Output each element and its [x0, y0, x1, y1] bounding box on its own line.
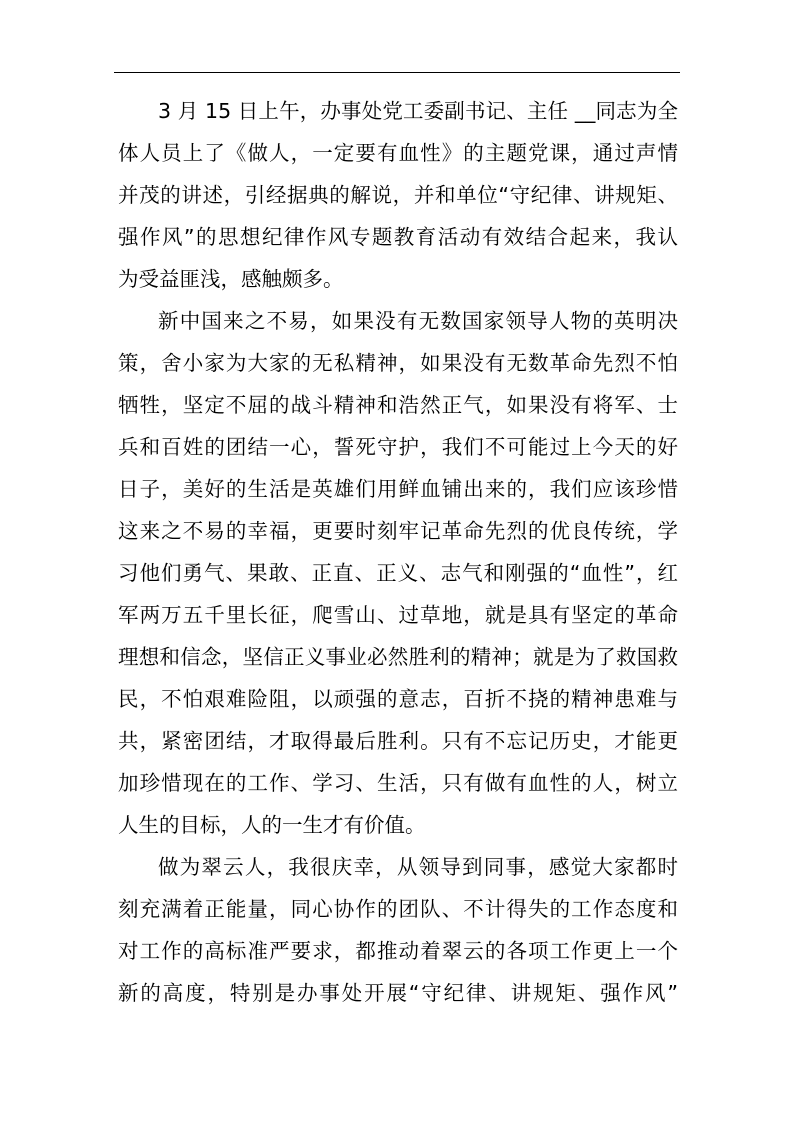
- paragraph-2-line-12: 加珍惜现在的工作、学习、生活，只有做有血性的人，树立: [118, 771, 678, 795]
- paragraph-2-line-10: 民，不怕艰难险阻，以顽强的意志，百折不挠的精神患难与: [118, 687, 678, 711]
- paragraph-2-line-13: 人生的目标，人的一生才有价值。: [118, 813, 426, 837]
- paragraph-2-line-2: 策，舍小家为大家的无私精神，如果没有无数革命先烈不怕: [118, 351, 678, 375]
- paragraph-3-line-4: 新的高度，特别是办事处开展“守纪律、讲规矩、强作风”: [118, 981, 678, 1005]
- paragraph-3-line-1: 做为翠云人，我很庆幸，从领导到同事，感觉大家都时: [158, 855, 678, 879]
- paragraph-2-line-1: 新中国来之不易，如果没有无数国家领导人物的英明决: [158, 309, 678, 333]
- paragraph-1-line-1: 3 月 15 日上午，办事处党工委副书记、主任 __同志为全: [158, 99, 678, 123]
- paragraph-2-line-8: 军两万五千里长征，爬雪山、过草地，就是具有坚定的革命: [118, 603, 678, 627]
- paragraph-1-line-5: 为受益匪浅，感触颇多。: [118, 267, 344, 291]
- paragraph-1-line-3: 并茂的讲述，引经据典的解说，并和单位“守纪律、讲规矩、: [118, 183, 678, 207]
- paragraph-2-line-9: 理想和信念，坚信正义事业必然胜利的精神；就是为了救国救: [118, 645, 678, 669]
- paragraph-3-line-3: 对工作的高标准严要求，都推动着翠云的各项工作更上一个: [118, 939, 678, 963]
- paragraph-3-line-2: 刻充满着正能量，同心协作的团队、不计得失的工作态度和: [118, 897, 678, 921]
- header-rule: [114, 72, 680, 73]
- paragraph-2-line-5: 日子，美好的生活是英雄们用鲜血铺出来的，我们应该珍惜: [118, 477, 678, 501]
- paragraph-2-line-3: 牺牲，坚定不屈的战斗精神和浩然正气，如果没有将军、士: [118, 393, 678, 417]
- paragraph-1-line-2: 体人员上了《做人，一定要有血性》的主题党课，通过声情: [118, 141, 678, 165]
- paragraph-1-line-4: 强作风”的思想纪律作风专题教育活动有效结合起来，我认: [118, 225, 678, 249]
- paragraph-2-line-6: 这来之不易的幸福，更要时刻牢记革命先烈的优良传统，学: [118, 519, 678, 543]
- paragraph-2-line-7: 习他们勇气、果敢、正直、正义、志气和刚强的“血性”，红: [118, 561, 678, 585]
- paragraph-2-line-11: 共，紧密团结，才取得最后胜利。只有不忘记历史，才能更: [118, 729, 678, 753]
- paragraph-2-line-4: 兵和百姓的团结一心，誓死守护，我们不可能过上今天的好: [118, 435, 678, 459]
